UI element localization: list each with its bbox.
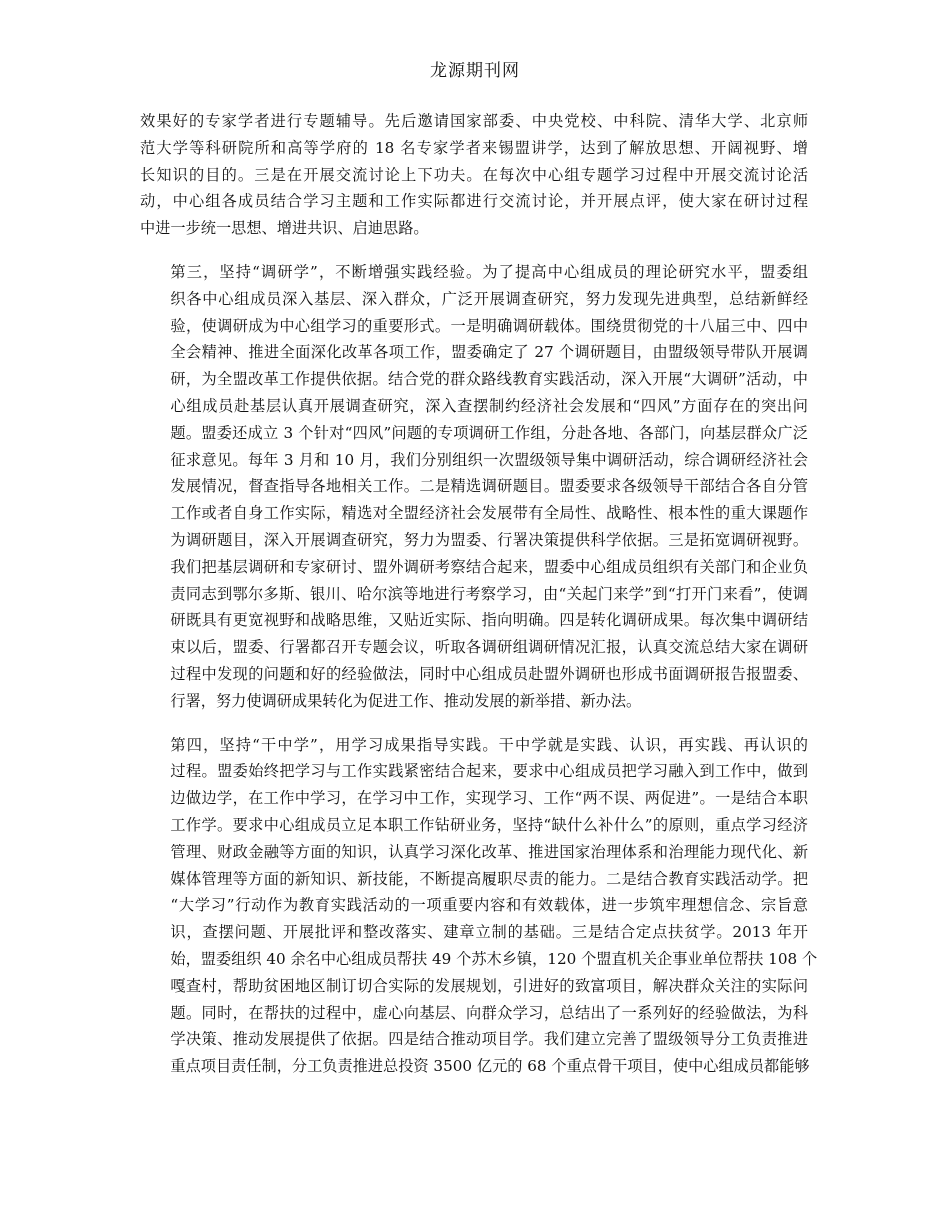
text-line: 第四，坚持“干中学”，用学习成果指导实践。干中学就是实践、认识，再实践、再认识的 — [170, 735, 808, 754]
text-line: 过程中发现的问题和好的经验做法，同时中心组成员赴盟外调研也形成书面调研报告报盟委、 — [170, 664, 808, 683]
text-line: 题。同时，在帮扶的过程中，虚心向基层、向群众学习，总结出了一系列好的经验做法，为科 — [170, 1003, 808, 1022]
text-line: 心组成员赴基层认真开展调查研究，深入查摆制约经济社会发展和“四风”方面存在的突出问 — [170, 396, 808, 415]
text-line: 行署，努力使调研成果转化为促进工作、推动发展的新举措、新办法。 — [170, 691, 642, 710]
article-paragraph — [140, 259, 808, 715]
text-line: “大学习”行动作为教育实践活动的一项重要内容和有效载体，进一步筑牢理想信念、宗旨意 — [170, 896, 808, 915]
text-line: 工作或者自身工作实际，精选对全盟经济社会发展带有全局性、战略性、根本性的重大课题作 — [170, 504, 808, 523]
article-paragraph — [140, 732, 818, 1080]
journal-header: 龙源期刊网 — [430, 61, 520, 81]
text-line: 第三，坚持“调研学”，不断增强实践经验。为了提高中心组成员的理论研究水平，盟委组 — [170, 262, 808, 281]
text-line: 研既具有更宽视野和战略思维，又贴近实际、指向明确。四是转化调研成果。每次集中调研结 — [170, 611, 808, 630]
text-line: 边做边学，在工作中学习，在学习中工作，实现学习、工作“两不误、两促进”。一是结合本职 — [170, 789, 808, 808]
text-line: 媒体管理等方面的新知识、新技能，不断提高履职尽责的能力。二是结合教育实践活动学。把 — [170, 869, 808, 888]
text-line: 始，盟委组织 40 余名中心组成员帮扶 49 个苏木乡镇，120 个盟直机关企事业单位帮扶 108 个 — [170, 949, 818, 968]
text-line: 过程。盟委始终把学习与工作实践紧密结合起来，要求中心组成员把学习融入到工作中，做到 — [170, 762, 808, 781]
text-line: 动，中心组各成员结合学习主题和工作实际都进行交流讨论，并开展点评，使大家在研讨过程 — [140, 192, 808, 211]
text-line: 学决策、推动发展提供了依据。四是结合推动项目学。我们建立完善了盟级领导分工负责推进 — [170, 1030, 808, 1049]
text-line: 全会精神、推进全面深化改革各项工作，盟委确定了 27 个调研题目，由盟级领导带队开展调 — [170, 343, 808, 362]
text-line: 责同志到鄂尔多斯、银川、哈尔滨等地进行考察学习，由“关起门来学”到“打开门来看”，使调 — [170, 584, 808, 603]
text-line: 工作学。要求中心组成员立足本职工作钻研业务，坚持“缺什么补什么”的原则，重点学习经济 — [170, 815, 808, 834]
text-line: 为调研题目，深入开展调查研究，努力为盟委、行署决策提供科学依据。三是拓宽调研视野。 — [170, 530, 808, 549]
text-line: 重点项目责任制，分工负责推进总投资 3500 亿元的 68 个重点骨干项目，使中心组成员都能够 — [170, 1057, 810, 1076]
text-line: 范大学等科研院所和高等学府的 18 名专家学者来锡盟讲学，达到了解放思想、开阔视野、增 — [140, 138, 808, 157]
article-paragraph — [140, 108, 808, 242]
text-line: 我们把基层调研和专家研讨、盟外调研考察结合起来，盟委中心组成员组织有关部门和企业负 — [170, 557, 808, 576]
text-line: 征求意见。每年 3 月和 10 月，我们分别组织一次盟级领导集中调研活动，综合调研经济社会 — [170, 450, 808, 469]
article-body — [140, 108, 818, 1097]
text-line: 验，使调研成为中心组学习的重要形式。一是明确调研载体。围绕贯彻党的十八届三中、四中 — [170, 316, 808, 335]
text-line: 识，查摆问题、开展批评和整改落实、建章立制的基础。三是结合定点扶贫学。2013 年开 — [170, 923, 808, 942]
text-line: 嘎查村，帮助贫困地区制订切合实际的发展规划，引进好的致富项目，解决群众关注的实际问 — [170, 976, 808, 995]
text-line: 管理、财政金融等方面的知识，认真学习深化改革、推进国家治理体系和治理能力现代化、新 — [170, 842, 808, 861]
text-line: 效果好的专家学者进行专题辅导。先后邀请国家部委、中央党校、中科院、清华大学、北京师 — [140, 112, 808, 130]
text-line: 中进一步统一思想、增进共识、启迪思路。 — [140, 219, 429, 238]
text-line: 题。盟委还成立 3 个针对“四风”问题的专项调研工作组，分赴各地、各部门，向基层群众广泛 — [170, 423, 808, 442]
text-line: 束以后，盟委、行署都召开专题会议，听取各调研组调研情况汇报，认真交流总结大家在调研 — [170, 638, 808, 657]
text-line: 长知识的目的。三是在开展交流讨论上下功夫。在每次中心组专题学习过程中开展交流讨论活 — [140, 165, 808, 184]
text-line: 织各中心组成员深入基层、深入群众，广泛开展调查研究，努力发现先进典型，总结新鲜经 — [170, 289, 808, 308]
text-line: 发展情况，督查指导各地相关工作。二是精选调研题目。盟委要求各级领导干部结合各自分管 — [170, 477, 808, 496]
text-line: 研，为全盟改革工作提供依据。结合党的群众路线教育实践活动，深入开展“大调研”活动，中 — [170, 370, 808, 389]
